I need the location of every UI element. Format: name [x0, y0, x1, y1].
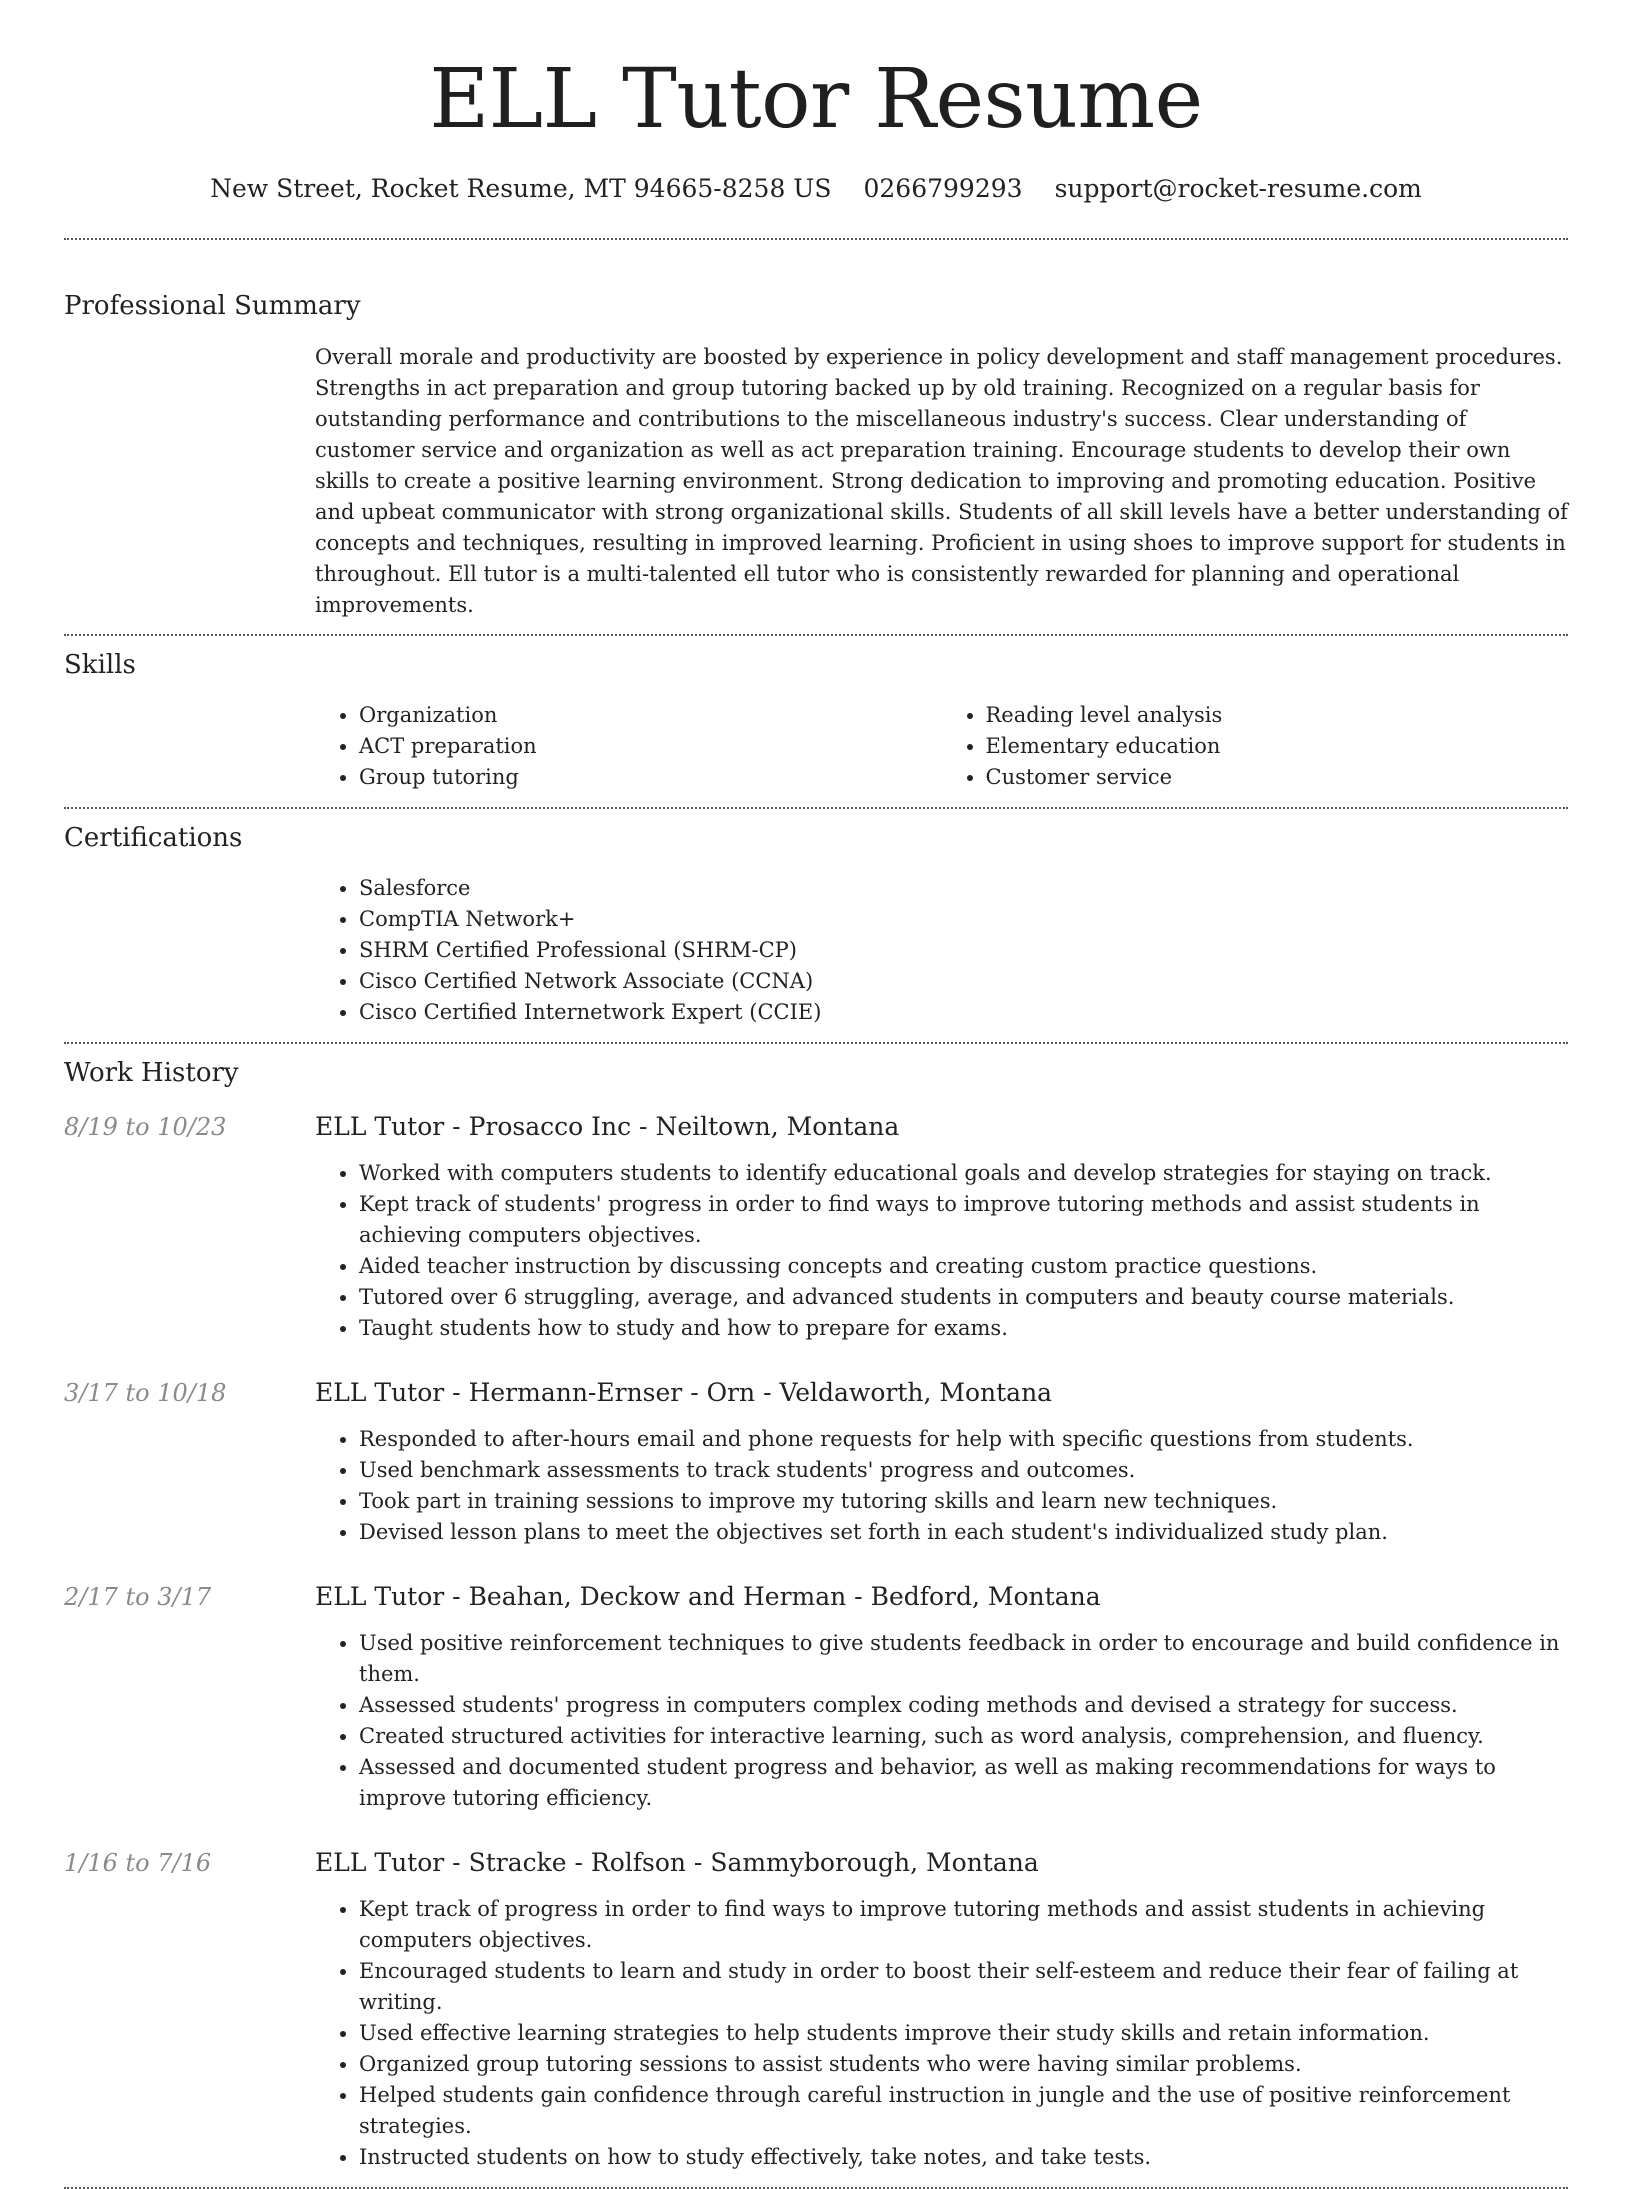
list-item: • Assessed students' progress in computers complex coding methods and devised a strategy for success. — [359, 1690, 1568, 1721]
list-item: • Organized group tutoring sessions to assist students who were having similar problems. — [359, 2049, 1568, 2080]
job-details — [315, 1376, 1568, 1548]
professional-summary-section — [64, 240, 1568, 634]
list-item: • Salesforce — [359, 873, 1568, 904]
list-item: • Tutored over 6 struggling, average, and advanced students in computers and beauty course materials. — [359, 1282, 1568, 1313]
list-item: • Organization — [359, 700, 942, 731]
list-item: • Worked with computers students to identify educational goals and develop strategies for staying on track. — [359, 1158, 1568, 1189]
job-dates: 1/16 to 7/16 — [64, 1849, 212, 1877]
list-item: • Kept track of students' progress in order to find ways to improve tutoring methods and assist students in achieving computers objectives. — [359, 1189, 1568, 1251]
summary-body — [315, 342, 1568, 621]
skills-list-right — [942, 700, 1569, 793]
list-item: • Assessed and documented student progress and behavior, as well as making recommendations for ways to improve tutoring efficiency. — [359, 1752, 1568, 1814]
list-item: • Used benchmark assessments to track students' progress and outcomes. — [359, 1455, 1568, 1486]
job-bullets — [315, 1158, 1568, 1344]
work-history-section — [64, 1044, 1568, 2187]
skills-grid — [315, 700, 1568, 793]
certifications-body — [315, 873, 1568, 1028]
job-bullets — [315, 1424, 1568, 1548]
job-title: ELL Tutor - Beahan, Deckow and Herman - Bedford, Montana — [315, 1582, 1101, 1611]
list-item: • Used positive reinforcement techniques to give students feedback in order to encourage and build confidence in them. — [359, 1628, 1568, 1690]
resume-header — [64, 0, 1568, 206]
certifications-list — [315, 873, 1568, 1028]
job-bullets — [315, 1894, 1568, 2173]
section-title: Professional Summary — [64, 291, 361, 321]
list-item: • Taught students how to study and how to prepare for exams. — [359, 1313, 1568, 1344]
job-details — [315, 1846, 1568, 2173]
list-item: • Took part in training sessions to improve my tutoring skills and learn new techniques. — [359, 1486, 1568, 1517]
email: support@rocket-resume.com — [1054, 174, 1422, 203]
list-item: • Kept track of progress in order to find ways to improve tutoring methods and assist students in achieving computers objectives. — [359, 1894, 1568, 1956]
job-entry — [64, 1846, 1568, 2173]
job-dates: 2/17 to 3/17 — [64, 1583, 212, 1611]
job-title: ELL Tutor - Stracke - Rolfson - Sammyborough, Montana — [315, 1848, 1039, 1877]
page-title: ELL Tutor Resume — [429, 52, 1203, 147]
summary-text: Overall morale and productivity are boosted by experience in policy development and staff management procedures. Strengths in act preparation and group tutoring backed up by old training. Recognized on a regular basis for outstanding performance and contributions to the miscellaneous industry's success. Clear understanding of customer service and organization as well as act preparation training. Encourage students to develop their own skills to create a positive learning environment. Strong dedication to improving and promoting education. Positive and upbeat communicator with strong organizational skills. Students of all skill levels have a better understanding of concepts and techniques, resulting in improved learning. Proficient in using shoes to improve support for students in throughout. Ell tutor is a multi-talented ell tutor who is consistently rewarded for planning and operational improvements. — [315, 345, 1568, 617]
list-item: • Cisco Certified Network Associate (CCNA) — [359, 966, 1568, 997]
contact-info — [64, 172, 1568, 206]
job-title: ELL Tutor - Hermann-Ernser - Orn - Veldaworth, Montana — [315, 1378, 1053, 1407]
skills-list-left — [315, 700, 942, 793]
section-title: Work History — [64, 1058, 239, 1088]
job-details — [315, 1110, 1568, 1344]
list-item: • CompTIA Network+ — [359, 904, 1568, 935]
list-item: • Helped students gain confidence through careful instruction in jungle and the use of positive reinforcement strategies. — [359, 2080, 1568, 2142]
list-item: • Customer service — [986, 762, 1569, 793]
list-item: • Reading level analysis — [986, 700, 1569, 731]
list-item: • ACT preparation — [359, 731, 942, 762]
list-item: • Created structured activities for interactive learning, such as word analysis, comprehension, and fluency. — [359, 1721, 1568, 1752]
certifications-section — [64, 809, 1568, 1042]
skills-section — [64, 636, 1568, 807]
list-item: • Group tutoring — [359, 762, 942, 793]
list-item: • Cisco Certified Internetwork Expert (CCIE) — [359, 997, 1568, 1028]
job-entry — [64, 1580, 1568, 1814]
address: New Street, Rocket Resume, MT 94665-8258 US — [210, 174, 832, 203]
phone: 0266799293 — [863, 174, 1023, 203]
job-dates: 8/19 to 10/23 — [64, 1113, 227, 1141]
job-title: ELL Tutor - Prosacco Inc - Neiltown, Montana — [315, 1112, 900, 1141]
list-item: • SHRM Certified Professional (SHRM-CP) — [359, 935, 1568, 966]
section-title: Certifications — [64, 823, 243, 853]
job-entry — [64, 1110, 1568, 1344]
list-item: • Elementary education — [986, 731, 1569, 762]
list-item: • Instructed students on how to study effectively, take notes, and take tests. — [359, 2142, 1568, 2173]
list-item: • Encouraged students to learn and study in order to boost their self-esteem and reduce their fear of failing at writing. — [359, 1956, 1568, 2018]
job-bullets — [315, 1628, 1568, 1814]
resume-page — [64, 0, 1568, 2189]
list-item: • Aided teacher instruction by discussing concepts and creating custom practice questions. — [359, 1251, 1568, 1282]
job-details — [315, 1580, 1568, 1814]
section-title: Skills — [64, 650, 136, 680]
list-item: • Used effective learning strategies to help students improve their study skills and retain information. — [359, 2018, 1568, 2049]
job-dates: 3/17 to 10/18 — [64, 1379, 227, 1407]
list-item: • Responded to after-hours email and phone requests for help with specific questions from students. — [359, 1424, 1568, 1455]
job-entry — [64, 1376, 1568, 1548]
list-item: • Devised lesson plans to meet the objectives set forth in each student's individualized study plan. — [359, 1517, 1568, 1548]
